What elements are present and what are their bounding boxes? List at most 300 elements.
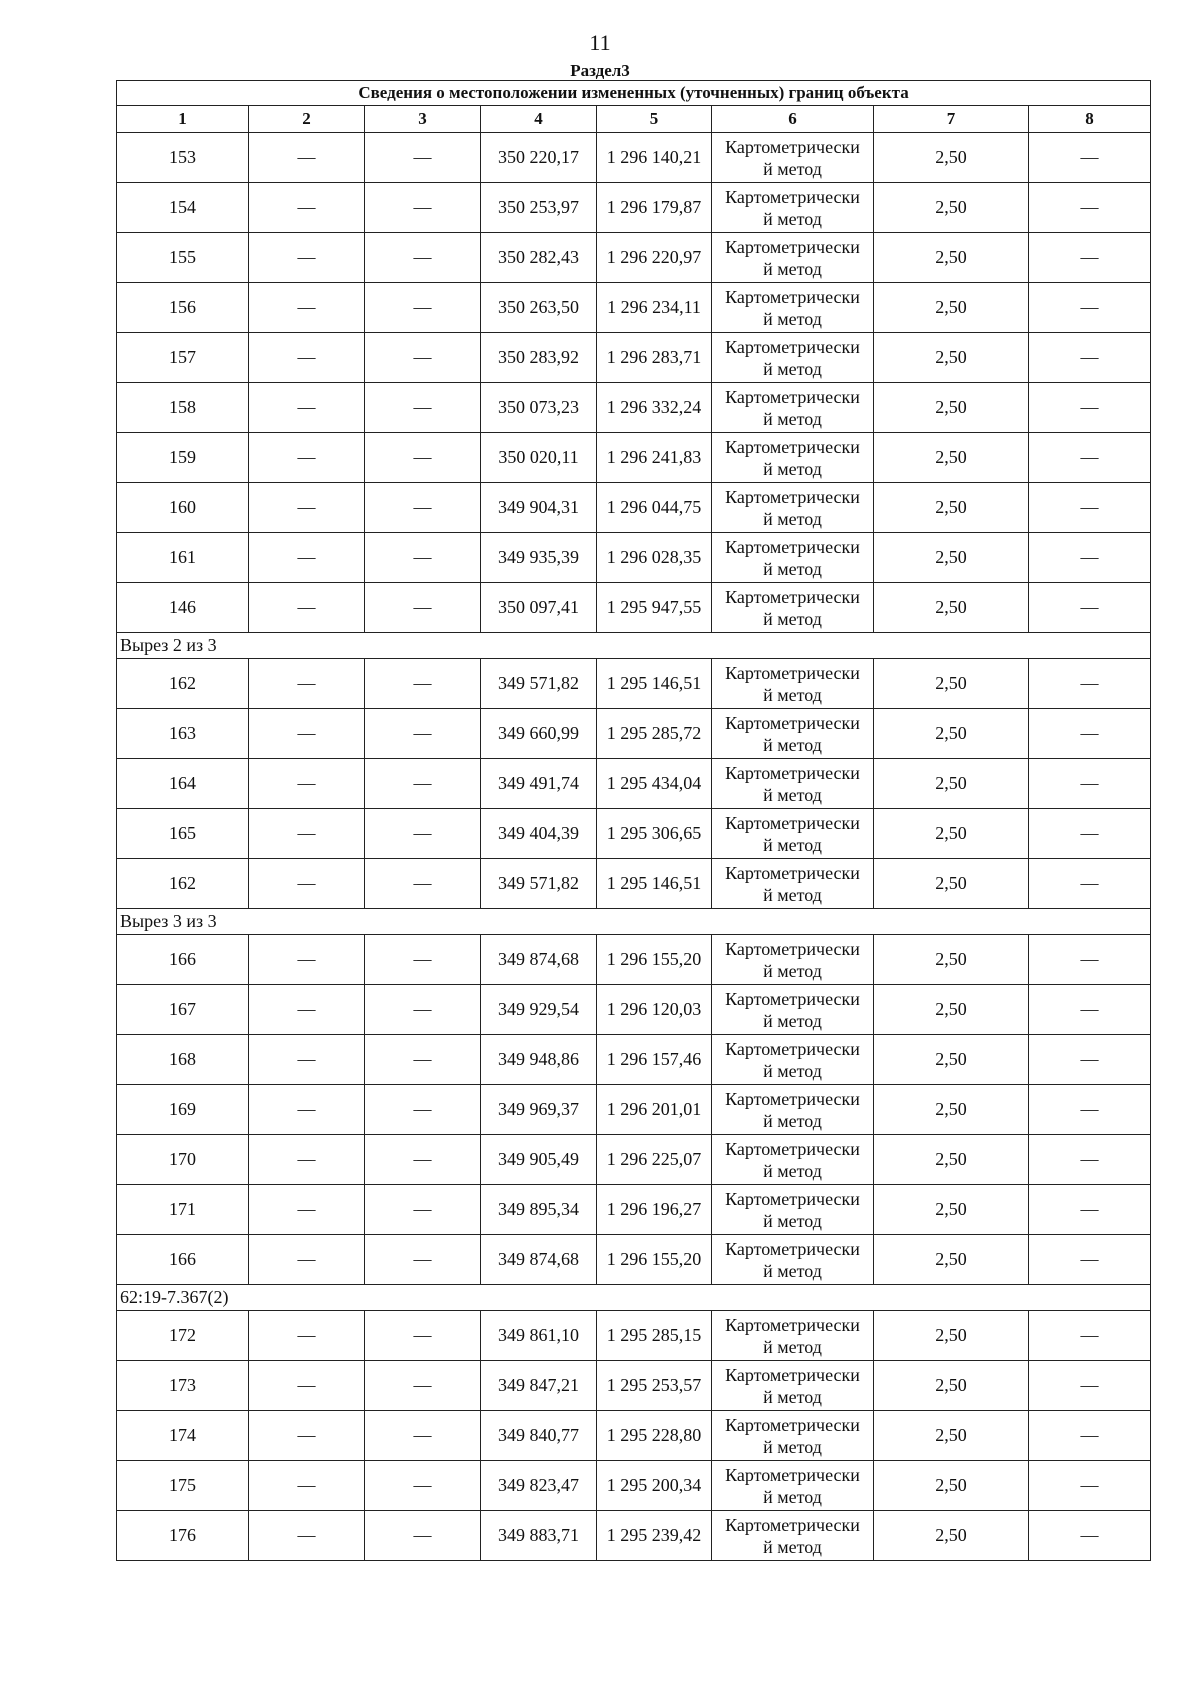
x-coordinate-cell: 349 929,54 (481, 985, 597, 1035)
x-coordinate-cell: 349 935,39 (481, 533, 597, 583)
table-row (117, 183, 1151, 233)
group-label: Вырез 2 из 3 (117, 633, 1151, 659)
method-line-2: й метод (763, 1386, 822, 1407)
table-row (117, 1235, 1151, 1285)
table-row (117, 1311, 1151, 1361)
point-number-cell: 160 (117, 483, 249, 533)
x-coordinate-cell: 349 883,71 (481, 1511, 597, 1561)
dash-cell: — (249, 1511, 365, 1561)
method-cell (712, 809, 874, 859)
dash-cell: — (365, 1085, 481, 1135)
dash-cell: — (249, 1235, 365, 1285)
dash-cell: — (1029, 935, 1151, 985)
method-line-2: й метод (763, 408, 822, 429)
dash-cell: — (1029, 809, 1151, 859)
dash-cell: — (365, 1035, 481, 1085)
method-cell (712, 1411, 874, 1461)
column-number: 5 (597, 106, 712, 133)
dash-cell: — (365, 433, 481, 483)
accuracy-cell: 2,50 (874, 133, 1029, 183)
dash-cell: — (365, 1235, 481, 1285)
dash-cell: — (249, 333, 365, 383)
dash-cell: — (1029, 985, 1151, 1035)
point-number-cell: 175 (117, 1461, 249, 1511)
column-number: 6 (712, 106, 874, 133)
table-row (117, 533, 1151, 583)
accuracy-cell: 2,50 (874, 1411, 1029, 1461)
y-coordinate-cell: 1 295 434,04 (597, 759, 712, 809)
dash-cell: — (365, 533, 481, 583)
accuracy-cell: 2,50 (874, 1461, 1029, 1511)
dash-cell: — (249, 533, 365, 583)
x-coordinate-cell: 349 571,82 (481, 859, 597, 909)
dash-cell: — (1029, 533, 1151, 583)
x-coordinate-cell: 349 840,77 (481, 1411, 597, 1461)
dash-cell: — (1029, 1185, 1151, 1235)
dash-cell: — (365, 659, 481, 709)
y-coordinate-cell: 1 296 155,20 (597, 1235, 712, 1285)
accuracy-cell: 2,50 (874, 985, 1029, 1035)
method-line-1: Картометрически (725, 1464, 860, 1485)
accuracy-cell: 2,50 (874, 433, 1029, 483)
method-line-2: й метод (763, 684, 822, 705)
method-line-2: й метод (763, 558, 822, 579)
dash-cell: — (365, 183, 481, 233)
method-line-1: Картометрически (725, 186, 860, 207)
dash-cell: — (249, 985, 365, 1035)
dash-cell: — (365, 383, 481, 433)
point-number-cell: 153 (117, 133, 249, 183)
method-cell (712, 1511, 874, 1561)
method-line-2: й метод (763, 784, 822, 805)
y-coordinate-cell: 1 296 157,46 (597, 1035, 712, 1085)
dash-cell: — (249, 1185, 365, 1235)
dash-cell: — (1029, 1511, 1151, 1561)
x-coordinate-cell: 350 282,43 (481, 233, 597, 283)
method-cell (712, 183, 874, 233)
table-row (117, 1085, 1151, 1135)
x-coordinate-cell: 349 847,21 (481, 1361, 597, 1411)
method-cell (712, 133, 874, 183)
dash-cell: — (249, 1361, 365, 1411)
y-coordinate-cell: 1 295 306,65 (597, 809, 712, 859)
group-label: Вырез 3 из 3 (117, 909, 1151, 935)
method-line-2: й метод (763, 960, 822, 981)
point-number-cell: 155 (117, 233, 249, 283)
accuracy-cell: 2,50 (874, 383, 1029, 433)
dash-cell: — (1029, 759, 1151, 809)
y-coordinate-cell: 1 295 285,15 (597, 1311, 712, 1361)
method-line-2: й метод (763, 834, 822, 855)
table-row (117, 383, 1151, 433)
method-line-1: Картометрически (725, 662, 860, 683)
x-coordinate-cell: 350 253,97 (481, 183, 597, 233)
dash-cell: — (1029, 283, 1151, 333)
group-header-row (117, 909, 1151, 935)
method-line-2: й метод (763, 1436, 822, 1457)
method-line-1: Картометрически (725, 336, 860, 357)
table-row (117, 133, 1151, 183)
table-row (117, 859, 1151, 909)
x-coordinate-cell: 350 020,11 (481, 433, 597, 483)
table-row (117, 659, 1151, 709)
dash-cell: — (249, 659, 365, 709)
method-line-2: й метод (763, 1336, 822, 1357)
method-cell (712, 1085, 874, 1135)
dash-cell: — (1029, 1135, 1151, 1185)
column-number: 4 (481, 106, 597, 133)
dash-cell: — (249, 1035, 365, 1085)
dash-cell: — (365, 1185, 481, 1235)
dash-cell: — (365, 283, 481, 333)
table-row (117, 985, 1151, 1035)
dash-cell: — (249, 133, 365, 183)
method-line-2: й метод (763, 508, 822, 529)
dash-cell: — (365, 1135, 481, 1185)
method-line-1: Картометрически (725, 286, 860, 307)
dash-cell: — (249, 233, 365, 283)
method-cell (712, 1361, 874, 1411)
dash-cell: — (365, 759, 481, 809)
dash-cell: — (249, 283, 365, 333)
method-line-2: й метод (763, 608, 822, 629)
y-coordinate-cell: 1 295 200,34 (597, 1461, 712, 1511)
table-row (117, 809, 1151, 859)
column-number: 7 (874, 106, 1029, 133)
table-row (117, 433, 1151, 483)
y-coordinate-cell: 1 296 241,83 (597, 433, 712, 483)
method-line-2: й метод (763, 1110, 822, 1131)
method-line-1: Картометрически (725, 586, 860, 607)
method-line-2: й метод (763, 308, 822, 329)
method-line-1: Картометрически (725, 1188, 860, 1209)
method-cell (712, 1235, 874, 1285)
method-line-2: й метод (763, 158, 822, 179)
method-line-1: Картометрически (725, 938, 860, 959)
accuracy-cell: 2,50 (874, 533, 1029, 583)
dash-cell: — (249, 809, 365, 859)
dash-cell: — (1029, 709, 1151, 759)
group-header-row (117, 1285, 1151, 1311)
method-line-2: й метод (763, 1536, 822, 1557)
column-numbers-row (117, 106, 1151, 133)
dash-cell: — (365, 709, 481, 759)
dash-cell: — (249, 1411, 365, 1461)
dash-cell: — (249, 1135, 365, 1185)
dash-cell: — (365, 133, 481, 183)
dash-cell: — (365, 1411, 481, 1461)
dash-cell: — (365, 1511, 481, 1561)
method-line-1: Картометрически (725, 1364, 860, 1385)
point-number-cell: 167 (117, 985, 249, 1035)
point-number-cell: 154 (117, 183, 249, 233)
group-label: 62:19-7.367(2) (117, 1285, 1151, 1311)
section-title: Раздел3 (570, 61, 630, 80)
method-line-1: Картометрически (725, 386, 860, 407)
dash-cell: — (249, 709, 365, 759)
accuracy-cell: 2,50 (874, 233, 1029, 283)
dash-cell: — (1029, 1461, 1151, 1511)
dash-cell: — (365, 859, 481, 909)
y-coordinate-cell: 1 296 179,87 (597, 183, 712, 233)
method-cell (712, 1035, 874, 1085)
method-line-2: й метод (763, 458, 822, 479)
accuracy-cell: 2,50 (874, 1035, 1029, 1085)
column-number: 3 (365, 106, 481, 133)
method-line-1: Картометрически (725, 1514, 860, 1535)
x-coordinate-cell: 349 905,49 (481, 1135, 597, 1185)
dash-cell: — (365, 1311, 481, 1361)
dash-cell: — (1029, 233, 1151, 283)
dash-cell: — (1029, 1311, 1151, 1361)
point-number-cell: 171 (117, 1185, 249, 1235)
point-number-cell: 156 (117, 283, 249, 333)
dash-cell: — (365, 483, 481, 533)
accuracy-cell: 2,50 (874, 1511, 1029, 1561)
y-coordinate-cell: 1 296 283,71 (597, 333, 712, 383)
x-coordinate-cell: 350 263,50 (481, 283, 597, 333)
dash-cell: — (365, 583, 481, 633)
dash-cell: — (249, 483, 365, 533)
y-coordinate-cell: 1 296 220,97 (597, 233, 712, 283)
y-coordinate-cell: 1 296 225,07 (597, 1135, 712, 1185)
x-coordinate-cell: 349 861,10 (481, 1311, 597, 1361)
dash-cell: — (249, 935, 365, 985)
method-line-1: Картометрически (725, 1138, 860, 1159)
dash-cell: — (249, 183, 365, 233)
point-number-cell: 162 (117, 659, 249, 709)
method-line-1: Картометрически (725, 1038, 860, 1059)
table-row (117, 759, 1151, 809)
method-line-1: Картометрически (725, 762, 860, 783)
table-row (117, 583, 1151, 633)
x-coordinate-cell: 349 571,82 (481, 659, 597, 709)
dash-cell: — (365, 1361, 481, 1411)
x-coordinate-cell: 349 969,37 (481, 1085, 597, 1135)
method-cell (712, 383, 874, 433)
point-number-cell: 162 (117, 859, 249, 909)
table-row (117, 1411, 1151, 1461)
dash-cell: — (1029, 1035, 1151, 1085)
method-line-1: Картометрически (725, 1414, 860, 1435)
method-line-2: й метод (763, 1260, 822, 1281)
method-line-2: й метод (763, 1486, 822, 1507)
dash-cell: — (1029, 1361, 1151, 1411)
x-coordinate-cell: 349 404,39 (481, 809, 597, 859)
table-row (117, 709, 1151, 759)
point-number-cell: 161 (117, 533, 249, 583)
boundary-coordinates-table (116, 80, 1151, 1561)
dash-cell: — (365, 1461, 481, 1511)
y-coordinate-cell: 1 295 239,42 (597, 1511, 712, 1561)
table-row (117, 1361, 1151, 1411)
dash-cell: — (249, 859, 365, 909)
x-coordinate-cell: 349 904,31 (481, 483, 597, 533)
x-coordinate-cell: 349 660,99 (481, 709, 597, 759)
y-coordinate-cell: 1 296 234,11 (597, 283, 712, 333)
dash-cell: — (249, 383, 365, 433)
dash-cell: — (1029, 583, 1151, 633)
x-coordinate-cell: 350 283,92 (481, 333, 597, 383)
method-cell (712, 233, 874, 283)
point-number-cell: 146 (117, 583, 249, 633)
y-coordinate-cell: 1 295 146,51 (597, 659, 712, 709)
dash-cell: — (249, 583, 365, 633)
method-line-1: Картометрически (725, 988, 860, 1009)
accuracy-cell: 2,50 (874, 659, 1029, 709)
table-row (117, 1511, 1151, 1561)
point-number-cell: 164 (117, 759, 249, 809)
x-coordinate-cell: 349 895,34 (481, 1185, 597, 1235)
accuracy-cell: 2,50 (874, 1311, 1029, 1361)
method-cell (712, 1185, 874, 1235)
y-coordinate-cell: 1 296 120,03 (597, 985, 712, 1035)
method-line-2: й метод (763, 1060, 822, 1081)
y-coordinate-cell: 1 296 028,35 (597, 533, 712, 583)
dash-cell: — (249, 759, 365, 809)
point-number-cell: 176 (117, 1511, 249, 1561)
accuracy-cell: 2,50 (874, 483, 1029, 533)
point-number-cell: 165 (117, 809, 249, 859)
accuracy-cell: 2,50 (874, 1361, 1029, 1411)
method-line-2: й метод (763, 884, 822, 905)
x-coordinate-cell: 349 948,86 (481, 1035, 597, 1085)
accuracy-cell: 2,50 (874, 759, 1029, 809)
table-row (117, 1461, 1151, 1511)
accuracy-cell: 2,50 (874, 183, 1029, 233)
method-cell (712, 1311, 874, 1361)
point-number-cell: 172 (117, 1311, 249, 1361)
dash-cell: — (1029, 1085, 1151, 1135)
accuracy-cell: 2,50 (874, 583, 1029, 633)
y-coordinate-cell: 1 295 253,57 (597, 1361, 712, 1411)
accuracy-cell: 2,50 (874, 859, 1029, 909)
accuracy-cell: 2,50 (874, 935, 1029, 985)
method-line-1: Картометрически (725, 862, 860, 883)
y-coordinate-cell: 1 296 201,01 (597, 1085, 712, 1135)
dash-cell: — (1029, 383, 1151, 433)
x-coordinate-cell: 349 491,74 (481, 759, 597, 809)
column-number: 2 (249, 106, 365, 133)
point-number-cell: 163 (117, 709, 249, 759)
x-coordinate-cell: 349 874,68 (481, 935, 597, 985)
y-coordinate-cell: 1 295 947,55 (597, 583, 712, 633)
method-line-1: Картометрически (725, 812, 860, 833)
method-line-2: й метод (763, 258, 822, 279)
method-cell (712, 283, 874, 333)
method-line-2: й метод (763, 1010, 822, 1031)
method-cell (712, 583, 874, 633)
table-row (117, 283, 1151, 333)
method-cell (712, 533, 874, 583)
method-line-2: й метод (763, 358, 822, 379)
method-cell (712, 759, 874, 809)
dash-cell: — (1029, 333, 1151, 383)
method-line-1: Картометрически (725, 1314, 860, 1335)
dash-cell: — (1029, 659, 1151, 709)
x-coordinate-cell: 350 097,41 (481, 583, 597, 633)
table-row (117, 1135, 1151, 1185)
x-coordinate-cell: 350 220,17 (481, 133, 597, 183)
table-row (117, 1185, 1151, 1235)
method-line-1: Картометрически (725, 486, 860, 507)
y-coordinate-cell: 1 296 044,75 (597, 483, 712, 533)
page-number: 11 (589, 30, 611, 55)
y-coordinate-cell: 1 295 228,80 (597, 1411, 712, 1461)
dash-cell: — (1029, 133, 1151, 183)
dash-cell: — (249, 433, 365, 483)
point-number-cell: 157 (117, 333, 249, 383)
method-line-1: Картометрически (725, 712, 860, 733)
x-coordinate-cell: 350 073,23 (481, 383, 597, 433)
method-cell (712, 985, 874, 1035)
point-number-cell: 166 (117, 935, 249, 985)
method-cell (712, 483, 874, 533)
method-cell (712, 859, 874, 909)
method-cell (712, 659, 874, 709)
y-coordinate-cell: 1 296 196,27 (597, 1185, 712, 1235)
method-line-2: й метод (763, 208, 822, 229)
y-coordinate-cell: 1 296 155,20 (597, 935, 712, 985)
dash-cell: — (1029, 859, 1151, 909)
dash-cell: — (1029, 483, 1151, 533)
column-number: 1 (117, 106, 249, 133)
point-number-cell: 159 (117, 433, 249, 483)
dash-cell: — (1029, 433, 1151, 483)
method-cell (712, 709, 874, 759)
accuracy-cell: 2,50 (874, 1135, 1029, 1185)
table-caption: Сведения о местоположении измененных (уточненных) границ объекта (117, 81, 1151, 106)
method-line-1: Картометрически (725, 436, 860, 457)
method-line-2: й метод (763, 1160, 822, 1181)
dash-cell: — (1029, 1235, 1151, 1285)
dash-cell: — (249, 1311, 365, 1361)
dash-cell: — (1029, 1411, 1151, 1461)
dash-cell: — (365, 985, 481, 1035)
method-line-1: Картометрически (725, 1238, 860, 1259)
method-line-2: й метод (763, 734, 822, 755)
accuracy-cell: 2,50 (874, 709, 1029, 759)
point-number-cell: 158 (117, 383, 249, 433)
table-row (117, 333, 1151, 383)
x-coordinate-cell: 349 874,68 (481, 1235, 597, 1285)
method-line-1: Картометрически (725, 236, 860, 257)
point-number-cell: 168 (117, 1035, 249, 1085)
point-number-cell: 169 (117, 1085, 249, 1135)
accuracy-cell: 2,50 (874, 1235, 1029, 1285)
y-coordinate-cell: 1 296 332,24 (597, 383, 712, 433)
accuracy-cell: 2,50 (874, 283, 1029, 333)
dash-cell: — (365, 809, 481, 859)
column-number: 8 (1029, 106, 1151, 133)
method-line-1: Картометрически (725, 1088, 860, 1109)
point-number-cell: 170 (117, 1135, 249, 1185)
method-cell (712, 333, 874, 383)
x-coordinate-cell: 349 823,47 (481, 1461, 597, 1511)
accuracy-cell: 2,50 (874, 809, 1029, 859)
point-number-cell: 166 (117, 1235, 249, 1285)
method-line-2: й метод (763, 1210, 822, 1231)
method-line-1: Картометрически (725, 136, 860, 157)
method-line-1: Картометрически (725, 536, 860, 557)
dash-cell: — (365, 935, 481, 985)
table-row (117, 1035, 1151, 1085)
point-number-cell: 173 (117, 1361, 249, 1411)
table-caption-row (117, 81, 1151, 106)
method-cell (712, 1461, 874, 1511)
dash-cell: — (365, 333, 481, 383)
y-coordinate-cell: 1 296 140,21 (597, 133, 712, 183)
